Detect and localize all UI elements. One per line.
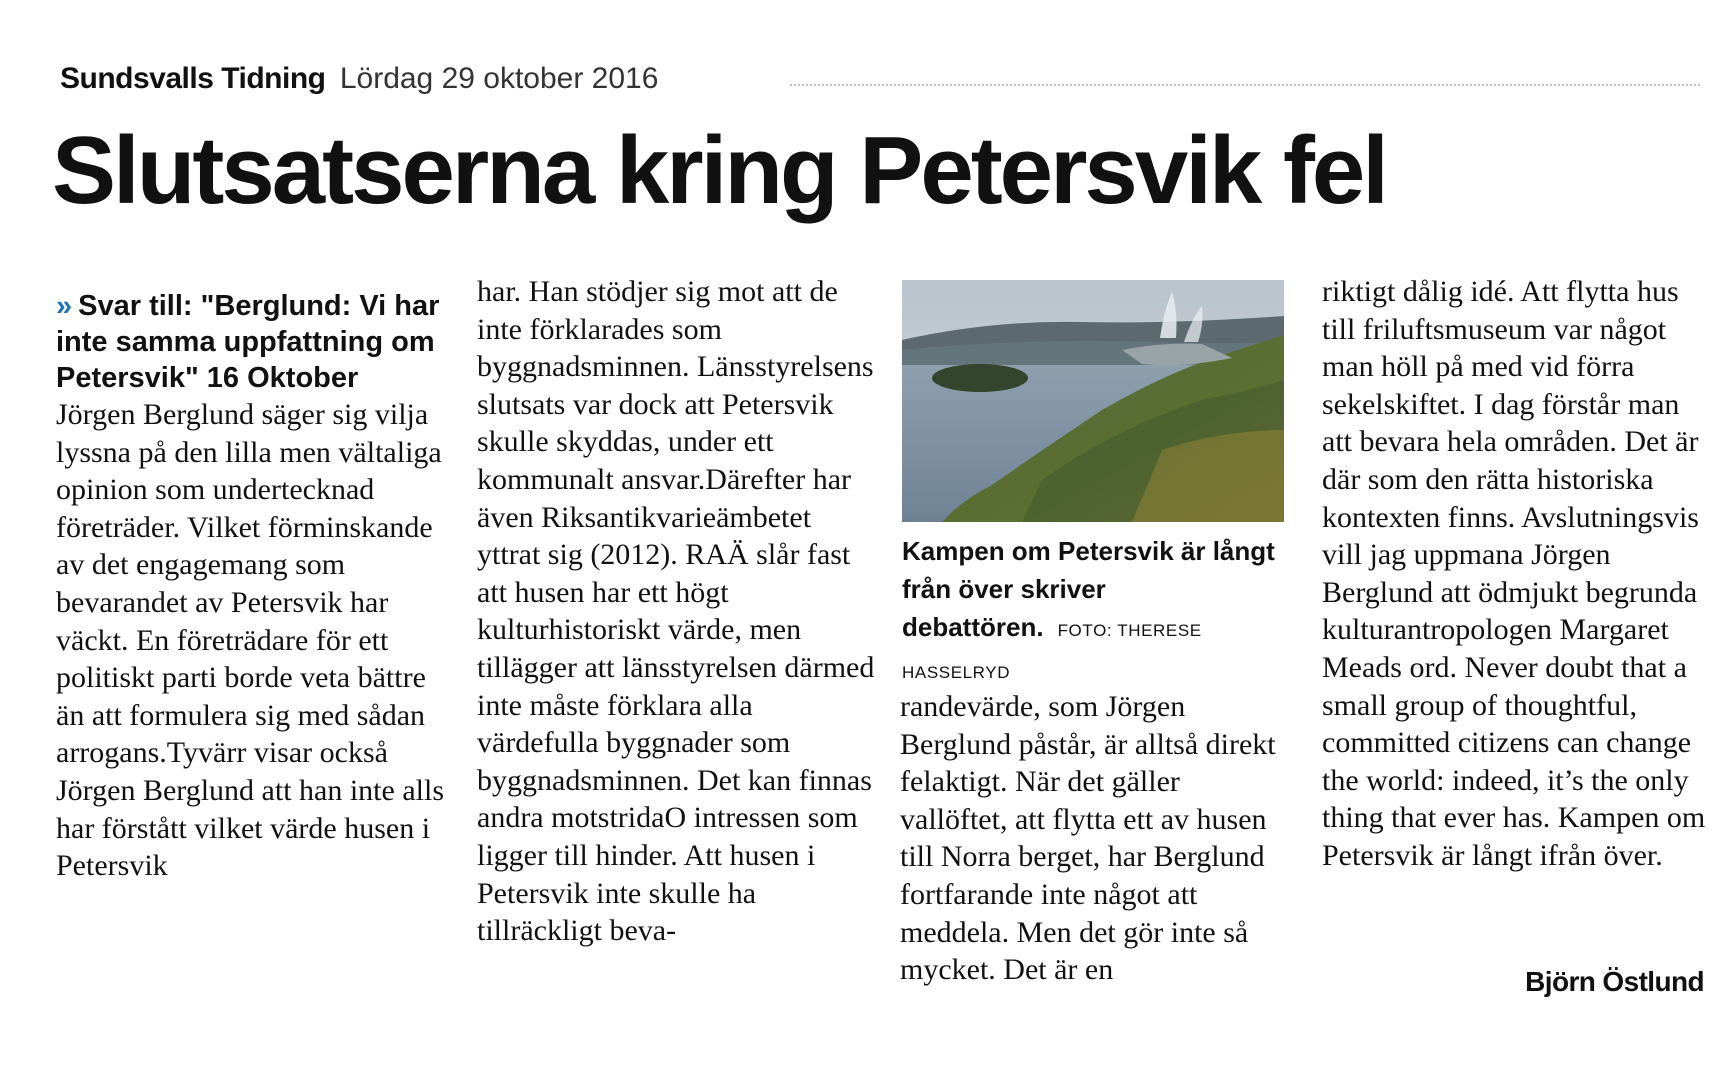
chevron-right-icon: » [56, 290, 73, 322]
body-text-col1: Jörgen Berglund säger sig vilja lyssna på den lilla men vältaliga opinion som undertecknad företräder. Vilket förminskande av det engagemang som bevarandet av Petersvik har väckt. En företrädare för ett politiskt parti borde veta bättre än att formulera sig med sådan arrogans.Tyvärr visar också Jörgen Berglund att han inte alls har förstått vilket värde husen i Petersvik [56, 398, 444, 883]
column-1 [56, 288, 446, 885]
headline: Slutsatserna kring Petersvik fel [52, 117, 1386, 224]
reply-to-reference [56, 288, 446, 396]
photo-caption [902, 532, 1302, 692]
column-3 [900, 688, 1285, 989]
publication-date: Lördag 29 oktober 2016 [339, 62, 659, 95]
body-text-col4: riktigt dålig idé. Att flytta hus till friluftsmuseum var något man höll på med vid förra sekelskiftet. I dag förstår man att bevara hela områden. Det är där som den rätta historiska kontexten finns. Avslutningsvis vill jag uppmana Jörgen Berglund att ödmjukt begrunda kulturantropologen Margaret Meads ord. Never doubt that a small group of thoughtful, committed citizens can change the world: indeed, it’s the only thing that ever has. Kampen om Petersvik är långt ifrån över. [1322, 275, 1706, 872]
author-signature: Björn Östlund [1525, 966, 1704, 997]
aerial-photo [902, 280, 1284, 522]
column-4 [1322, 273, 1712, 875]
caption-text: Kampen om Petersvik är långt från över skriver debattören. [902, 536, 1275, 642]
body-text-col3: randevärde, som Jörgen Berglund påstår, är alltså direkt felaktigt. När det gäller vallöftet, att flytta ett av husen till Norra berget, har Berglund fortfarande inte något att meddela. Men det gör inte så mycket. Det är en [900, 690, 1276, 987]
photo-credit: FOTO: THERESE HASSELRYD [902, 621, 1202, 682]
reply-to-text: Svar till: "Berglund: Vi har inte samma uppfattning om Petersvik" 16 Oktober [56, 290, 440, 394]
masthead [60, 62, 658, 96]
column-2 [477, 273, 877, 950]
newspaper-name: Sundsvalls Tidning [60, 62, 326, 95]
masthead-rule [790, 84, 1700, 86]
aerial-landscape-image [902, 280, 1284, 522]
body-text-col2: har. Han stödjer sig mot att de inte förklarades som byggnadsminnen. Länsstyrelsens slutsats var dock att Petersvik skulle skyddas, under ett kommunalt ansvar.Därefter har även Riksantikvarieämbetet yttrat sig (2012). RAÄ slår fast att husen har ett högt kulturhistoriskt värde, men tillägger att länsstyrelsen därmed inte måste förklara alla värdefulla byggnader som byggnadsminnen. Det kan finnas andra motstridaO intressen som ligger till hinder. Att husen i Petersvik inte skulle ha tillräckligt beva- [477, 275, 875, 948]
